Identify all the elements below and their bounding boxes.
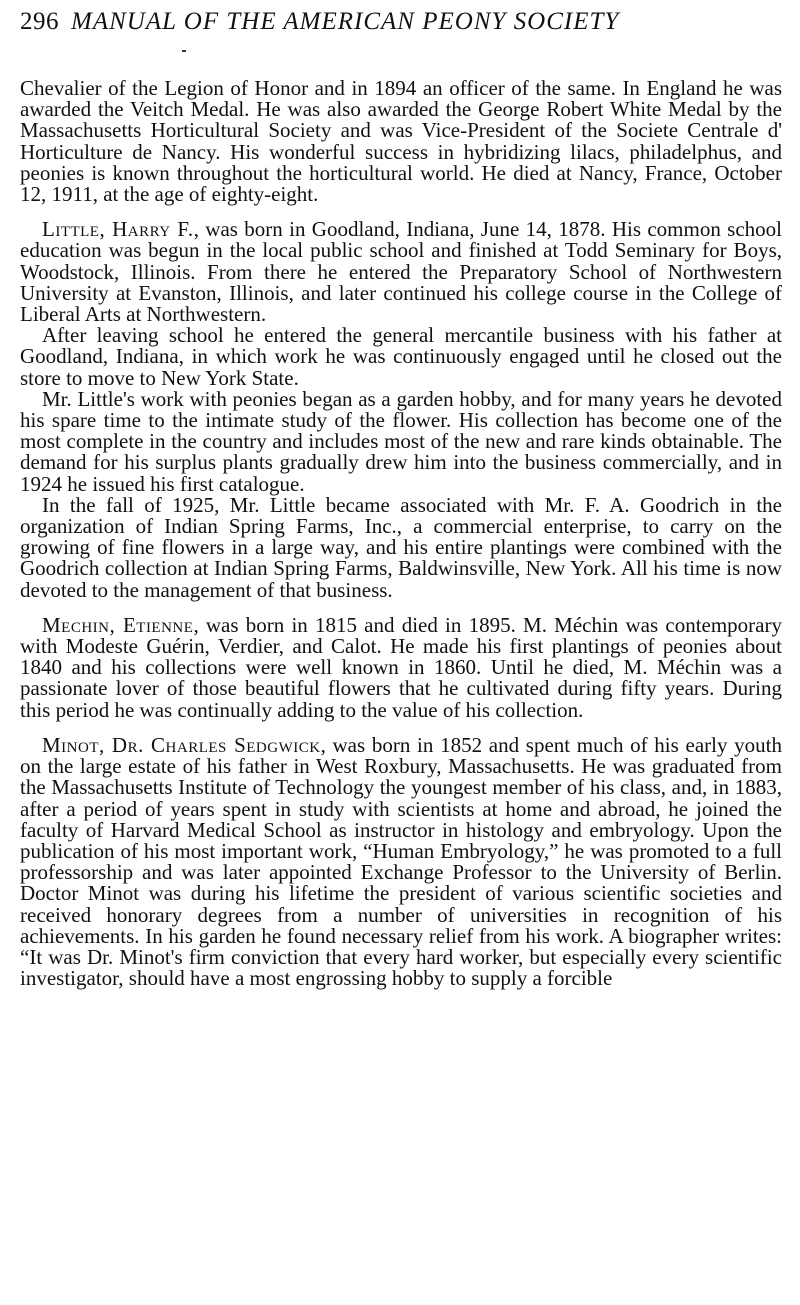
- journal-title: MANUAL OF THE AMERICAN PEONY SOCIETY: [71, 8, 620, 35]
- paragraph-mechin-text: , was born in 1815 and died in 1895. M. Méchin was contemporary with Modeste Guérin, Verdier, and Calot. He made his first plantings of peonies about 1840 and his collections were well known in 1860. Until he died, M. Méchin was a passionate lover of those beautiful flowers that he cultivated during fifty years. During this period he was continually adding to the value of his collection.: [20, 612, 782, 722]
- paragraph-little-intro: [20, 219, 782, 325]
- paragraph-little-goodrich: In the fall of 1925, Mr. Little became associated with Mr. F. A. Goodrich in the organization of Indian Spring Farms, Inc., a commercial enterprise, to carry on the growing of fine flowers in a large way, and his entire plantings were combined with the Goodrich collection at Indian Spring Farms, Baldwinsville, New York. All his time is now devoted to the management of that business.: [20, 492, 782, 602]
- paragraph-little-intro-text: , was born in Goodland, Indiana, June 14, 1878. His common school education was begun in the local public school and finished at Todd Seminary for Boys, Woodstock, Illinois. From there he entered the Preparatory School of Northwestern University at Evanston, Illinois, and later continued his college course in the College of Liberal Arts at Northwestern.: [20, 217, 783, 327]
- entry-name-minot: Minot, Dr. Charles Sedgwick: [42, 732, 321, 757]
- entry-name-little: Little, Harry F.: [42, 217, 194, 242]
- paragraph-minot: [20, 732, 782, 991]
- running-head: [20, 8, 782, 48]
- entry-name-mechin: Mechin, Etienne: [42, 612, 194, 637]
- scan-speck: [182, 50, 186, 52]
- paragraph-lemoine-end: Chevalier of the Legion of Honor and in 1894 an officer of the same. In England he was awarded the Veitch Medal. He was also awarded the George Robert White Medal by the Massachusetts Horticultural Society and was Vice-President of the Societe Centrale d' Horticulture de Nancy. His wonderful success in hybridizing lilacs, philadelphus, and peonies is known throughout the horticultural world. He died at Nancy, France, October 12, 1911, at the age of eighty-eight.: [20, 76, 782, 207]
- paragraph-minot-text: , was born in 1852 and spent much of his early youth on the large estate of his father in West Roxbury, Massachusetts. He was graduated from the Massachusetts Institute of Technology the youngest member of his class, and, in 1883, after a period of years spent in study with scientists at home and abroad, he joined the faculty of Harvard Medical School as instructor in histology and embryology. Upon the publication of his most important work, “Human Embryology,” he was promoted to a full professorship and was later appointed Exchange Professor to the University of Berlin. Doctor Minot was during his lifetime the president of various scientific societies and received honorary degrees from a number of universities in recognition of his achievements. In his garden he found necessary relief from his work. A biographer writes: “It was Dr. Minot's firm conviction that every hard worker, but especially every scientific investigator, should have a most engrossing hobby to supply a forcible: [20, 732, 782, 991]
- paragraph-little-business: After leaving school he entered the general mercantile business with his father at Goodland, Indiana, in which work he was continuously engaged until he closed out the store to move to New York State.: [20, 323, 782, 390]
- paragraph-little-peonies: Mr. Little's work with peonies began as a garden hobby, and for many years he devoted his spare time to the intimate study of the flower. His collection has become one of the most complete in the country and includes most of the new and rare kinds obtainable. The demand for his surplus plants gradually drew him into the business commercially, and in 1924 he issued his first catalogue.: [20, 386, 782, 496]
- paragraph-mechin: [20, 612, 782, 722]
- body-text: [20, 78, 782, 989]
- document-page: [20, 8, 782, 989]
- page-number: 296: [20, 8, 59, 35]
